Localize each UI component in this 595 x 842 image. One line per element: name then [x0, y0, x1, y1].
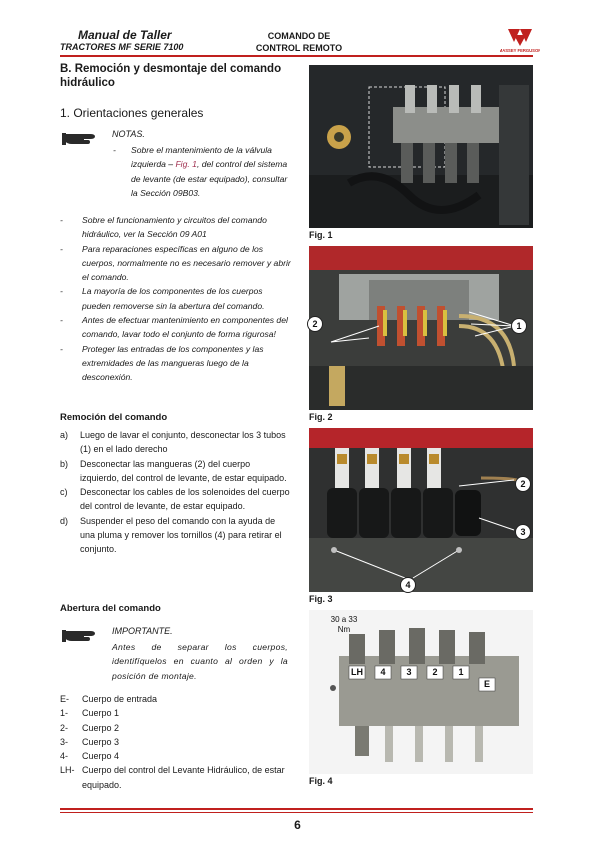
step-mark: d) — [60, 515, 69, 526]
list-item — [60, 342, 292, 385]
brand-name: MASSEY FERGUSON — [500, 48, 540, 53]
part-text: Cuerpo de entrada — [82, 694, 158, 704]
important-label: IMPORTANTE. — [112, 626, 173, 636]
fig2-caption: Fig. 2 — [309, 412, 333, 422]
notes-label: NOTAS. — [112, 129, 145, 139]
triple-triangle-logo-icon — [500, 26, 540, 54]
part-item — [60, 735, 292, 749]
part-item — [60, 692, 292, 706]
list-item-text: Para reparaciones específicas en alguno de los cuerpos, normalmente no es necesario remover y abrir el comando. — [82, 243, 291, 283]
fig2-callout-left: 2 — [307, 316, 323, 332]
note-first-text-b: , del control del sistema de levante (de estar equipado), consultar la Sección 09B03. — [131, 159, 288, 198]
list-dash: - — [60, 243, 63, 254]
list-dash: - — [60, 286, 63, 297]
list-item — [60, 213, 292, 242]
notes-list — [60, 213, 292, 385]
list-item-text: Sobre el funcionamiento y circuitos del comando hidráulico, ver la Sección 09 A01 — [82, 215, 267, 240]
fig3-photo — [309, 428, 533, 592]
part-mark: 2- — [60, 722, 69, 733]
part-text: Cuerpo 2 — [82, 722, 120, 733]
fig4-label-3: 3 — [406, 667, 412, 677]
part-text: Cuerpo 4 — [82, 751, 120, 762]
fig2-callout-right: 1 — [511, 318, 527, 334]
part-item — [60, 763, 292, 792]
part-item — [60, 706, 292, 720]
step-text: Luego de lavar el conjunto, desconectar los 3 tubos (1) en el lado derecho — [80, 430, 286, 455]
brand-logo — [500, 26, 540, 54]
section-title: B. Remoción y desmontaje del comando hidráulico — [60, 63, 282, 89]
section-heading-line1: COMANDO DE — [267, 31, 331, 41]
fig4-caption: Fig. 4 — [309, 776, 333, 786]
part-mark: E- — [60, 694, 69, 704]
step-mark: b) — [60, 458, 69, 469]
pointing-hand-icon — [62, 128, 106, 148]
fig1-photo — [309, 65, 533, 228]
step-text: Suspender el peso del comando con la ayuda de una pluma y remover los tornillos (4) para retirar el conjunto. — [80, 515, 282, 555]
header-rule — [60, 55, 533, 57]
part-mark: 3- — [60, 736, 69, 747]
step-item — [60, 485, 292, 514]
pointing-hand-icon — [62, 625, 106, 645]
removal-title: Remoción del comando — [60, 412, 168, 423]
part-text: Cuerpo 1 — [82, 708, 120, 719]
list-item-text: La mayoría de los componentes de los cuerpos pueden removerse sin la abertura del comando. — [82, 286, 265, 311]
step-mark: a) — [60, 430, 69, 440]
fig4-torque-unit: Nm — [337, 625, 351, 634]
removal-steps — [60, 428, 292, 557]
fig3-callout-3: 3 — [515, 524, 531, 540]
fig4-label-lh: LH — [351, 667, 363, 677]
fig1-reference-link[interactable]: Fig. 1 — [175, 159, 197, 170]
list-dash: - — [60, 343, 63, 354]
list-dash: - — [60, 315, 63, 326]
note-dash: - — [113, 145, 116, 155]
step-text: Desconectar las mangueras (2) del cuerpo izquierdo, del control de levante, de estar equipado. — [80, 458, 287, 483]
fig1-caption: Fig. 1 — [309, 230, 333, 240]
subsection-title: 1. Orientaciones generales — [60, 106, 204, 120]
part-item — [60, 721, 292, 735]
part-text: Cuerpo del control del Levante Hidráulico, de estar equipado. — [82, 765, 285, 790]
step-item — [60, 428, 292, 457]
part-text: Cuerpo 3 — [82, 736, 120, 747]
fig3-caption: Fig. 3 — [309, 594, 333, 604]
list-item-text: Antes de efectuar mantenimiento en componentes del comando, lavar todo el conjunto de forma rigurosa! — [82, 315, 288, 340]
part-item — [60, 749, 292, 763]
list-dash: - — [60, 215, 63, 225]
part-mark: 1- — [60, 708, 69, 719]
fig2-photo — [309, 246, 533, 410]
manual-title: Manual de Taller — [78, 28, 172, 42]
fig4-label-4: 4 — [380, 667, 386, 677]
manual-subtitle: TRACTORES MF SERIE 7100 — [60, 42, 184, 52]
note-first-text-a: Sobre el mantenimiento de la válvula izquierda – — [131, 145, 272, 170]
list-item — [60, 313, 292, 342]
list-item — [60, 242, 292, 285]
fig4-torque-note — [322, 615, 366, 635]
opening-title: Abertura del comando — [60, 603, 161, 614]
footer-rule-thin — [60, 812, 533, 813]
fig3-callout-2: 2 — [515, 476, 531, 492]
list-item-text: Proteger las entradas de los componentes y las extremidades de las mangueras luego de la desconexión. — [82, 343, 264, 383]
list-item — [60, 284, 292, 313]
fig4-label-e: E — [483, 679, 490, 689]
part-mark: 4- — [60, 751, 69, 762]
fig4-label-1: 1 — [458, 667, 464, 677]
parts-list — [60, 692, 292, 792]
step-mark: c) — [60, 487, 68, 498]
fig4-label-2: 2 — [432, 667, 438, 677]
important-text: Antes de separar los cuerpos, identifíquelos en cuanto al orden y la posición de montaje. — [112, 642, 288, 681]
step-text: Desconectar los cables de los solenoides del cuerpo del control de levante, de estar equipado. — [80, 487, 290, 512]
footer-rule — [60, 808, 533, 810]
page-number: 6 — [294, 818, 301, 832]
section-heading — [236, 30, 362, 54]
fig4-torque-value: 30 a 33 — [330, 615, 358, 624]
section-heading-line2: CONTROL REMOTO — [255, 43, 343, 53]
note-first — [131, 143, 291, 200]
step-item — [60, 514, 292, 557]
fig3-callout-4: 4 — [400, 577, 416, 593]
part-mark: LH- — [60, 765, 75, 776]
step-item — [60, 457, 292, 486]
